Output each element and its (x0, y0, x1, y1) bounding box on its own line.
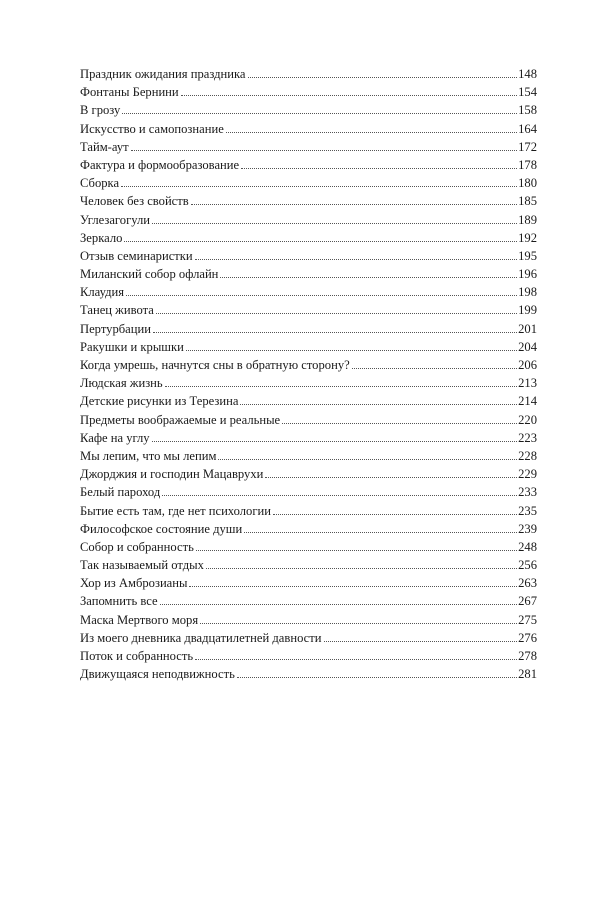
toc-dot-leader (324, 641, 518, 642)
toc-entry-title: Из моего дневника двадцатилетней давности (80, 630, 322, 645)
toc-entry-title: Пертурбации (80, 321, 151, 336)
toc-dot-leader (152, 223, 517, 224)
toc-entry-title: Предметы воображаемые и реальные (80, 412, 281, 427)
toc-dot-leader (241, 168, 517, 169)
toc-entry-title: Людская жизнь (80, 376, 163, 391)
toc-entry-page-number: 199 (518, 303, 537, 318)
toc-dot-leader (165, 386, 517, 387)
toc-dot-leader (244, 532, 517, 533)
toc-entry (80, 647, 537, 665)
toc-entry-title: Поток и собранность (80, 649, 194, 663)
toc-dot-leader (152, 441, 518, 442)
toc-entry (80, 229, 537, 247)
toc-entry-title: Хор из Амброзианы (80, 576, 188, 591)
toc-entry (80, 520, 537, 538)
toc-dot-leader (153, 332, 517, 333)
toc-entry (80, 120, 537, 138)
toc-dot-leader (189, 586, 517, 587)
toc-entry (80, 320, 537, 338)
toc-entry-title: Философское состояние души (80, 521, 243, 536)
toc-dot-leader (156, 313, 517, 314)
toc-entry (80, 247, 537, 265)
toc-dot-leader (124, 241, 517, 242)
toc-entry (80, 502, 537, 520)
toc-entry (80, 574, 537, 592)
toc-entry-page-number: 239 (518, 521, 537, 536)
toc-dot-leader (186, 350, 517, 351)
toc-entry-title: Маска Мертвого моря (80, 612, 199, 627)
table-of-contents (80, 65, 537, 683)
toc-entry-page-number: 214 (518, 394, 537, 409)
toc-entry-page-number: 263 (518, 576, 537, 591)
toc-entry (80, 447, 537, 465)
toc-dot-leader (195, 259, 517, 260)
toc-entry-title: Бытие есть там, где нет психологии (80, 503, 271, 518)
toc-entry (80, 465, 537, 483)
toc-dot-leader (248, 77, 518, 78)
toc-dot-leader (195, 659, 517, 660)
toc-entry-title: Собор и собранность (80, 539, 194, 554)
toc-dot-leader (122, 113, 517, 114)
toc-entry-page-number: 148 (518, 67, 537, 81)
toc-dot-leader (273, 514, 517, 515)
toc-entry-title: Кафе на углу (80, 430, 150, 445)
toc-entry-title: Детские рисунки из Терезина (80, 394, 239, 409)
toc-entry-page-number: 278 (518, 649, 537, 663)
toc-entry (80, 265, 537, 283)
toc-entry-page-number: 206 (518, 358, 537, 372)
toc-entry (80, 192, 537, 210)
toc-entry-page-number: 267 (518, 594, 537, 609)
toc-entry-title: Ракушки и крышки (80, 339, 184, 354)
toc-entry-title: Мы лепим, что мы лепим (80, 448, 217, 463)
toc-entry-page-number: 228 (518, 448, 537, 463)
toc-entry (80, 483, 537, 501)
toc-entry-title: Праздник ожидания праздника (80, 67, 246, 81)
toc-dot-leader (226, 132, 517, 133)
toc-entry-page-number: 281 (518, 667, 537, 682)
toc-entry (80, 356, 537, 374)
toc-entry (80, 338, 537, 356)
toc-entry (80, 283, 537, 301)
toc-entry (80, 301, 537, 319)
toc-entry-title: Искусство и самопознание (80, 121, 224, 136)
toc-entry (80, 101, 537, 119)
toc-entry-page-number: 229 (518, 467, 537, 482)
toc-entry-title: Зеркало (80, 230, 123, 245)
toc-entry (80, 429, 537, 447)
toc-entry-title: Тайм-аут (80, 139, 129, 154)
toc-entry (80, 65, 537, 83)
toc-entry-page-number: 204 (518, 339, 537, 354)
toc-entry-title: В грозу (80, 103, 121, 118)
toc-entry-page-number: 248 (518, 539, 537, 554)
toc-entry (80, 665, 537, 683)
toc-dot-leader (237, 677, 517, 678)
toc-dot-leader (206, 568, 517, 569)
toc-entry-title: Человек без свойств (80, 194, 189, 209)
toc-entry (80, 211, 537, 229)
toc-dot-leader (200, 623, 517, 624)
toc-entry (80, 174, 537, 192)
toc-entry-page-number: 256 (518, 558, 537, 573)
toc-entry-page-number: 276 (518, 630, 537, 645)
toc-entry-page-number: 195 (518, 248, 537, 263)
toc-dot-leader (191, 204, 517, 205)
toc-entry (80, 138, 537, 156)
toc-dot-leader (218, 459, 517, 460)
toc-entry-page-number: 223 (518, 430, 537, 445)
toc-entry-title: Так называемый отдых (80, 558, 204, 573)
toc-dot-leader (181, 95, 517, 96)
toc-entry-title: Клаудия (80, 285, 125, 300)
toc-entry-title: Движущаяся неподвижность (80, 667, 235, 682)
toc-entry (80, 392, 537, 410)
toc-dot-leader (240, 404, 517, 405)
toc-entry-page-number: 220 (518, 412, 537, 427)
toc-entry-page-number: 154 (518, 85, 537, 100)
toc-entry-page-number: 213 (518, 376, 537, 391)
toc-entry-title: Миланский собор офлайн (80, 267, 219, 282)
toc-entry-title: Сборка (80, 176, 120, 191)
toc-entry-page-number: 235 (518, 503, 537, 518)
toc-entry (80, 592, 537, 610)
toc-entry-title: Джорджия и господин Мацаврухи (80, 467, 264, 482)
toc-entry (80, 83, 537, 101)
toc-entry (80, 629, 537, 647)
toc-entry (80, 411, 537, 429)
toc-dot-leader (352, 368, 517, 369)
toc-entry-page-number: 196 (518, 267, 537, 282)
toc-entry-page-number: 185 (518, 194, 537, 209)
toc-entry (80, 374, 537, 392)
toc-entry-page-number: 180 (518, 176, 537, 191)
toc-dot-leader (196, 550, 517, 551)
toc-dot-leader (265, 477, 517, 478)
toc-dot-leader (220, 277, 517, 278)
toc-dot-leader (121, 186, 517, 187)
toc-entry (80, 611, 537, 629)
toc-entry-page-number: 192 (518, 230, 537, 245)
toc-entry-title: Запомнить все (80, 594, 158, 609)
toc-entry-title: Углезагогули (80, 212, 151, 227)
toc-entry-page-number: 172 (518, 139, 537, 154)
toc-entry-page-number: 275 (518, 612, 537, 627)
toc-entry-title: Отзыв семинаристки (80, 248, 193, 263)
toc-dot-leader (282, 423, 517, 424)
toc-dot-leader (131, 150, 517, 151)
toc-entry-page-number: 189 (518, 212, 537, 227)
toc-entry-title: Когда умрешь, начнутся сны в обратную сторону? (80, 358, 350, 372)
toc-entry-page-number: 201 (518, 321, 537, 336)
toc-entry-page-number: 233 (518, 485, 537, 500)
toc-entry (80, 538, 537, 556)
toc-entry-page-number: 164 (518, 121, 537, 136)
toc-entry (80, 556, 537, 574)
toc-entry-title: Танец живота (80, 303, 154, 318)
toc-entry-page-number: 198 (518, 285, 537, 300)
toc-dot-leader (126, 295, 517, 296)
toc-entry (80, 156, 537, 174)
toc-entry-title: Белый пароход (80, 485, 161, 500)
toc-entry-page-number: 178 (518, 157, 537, 172)
toc-entry-page-number: 158 (518, 103, 537, 118)
toc-entry-title: Фактура и формообразование (80, 157, 240, 172)
toc-entry-title: Фонтаны Бернини (80, 85, 179, 100)
toc-dot-leader (160, 604, 518, 605)
toc-dot-leader (162, 495, 517, 496)
